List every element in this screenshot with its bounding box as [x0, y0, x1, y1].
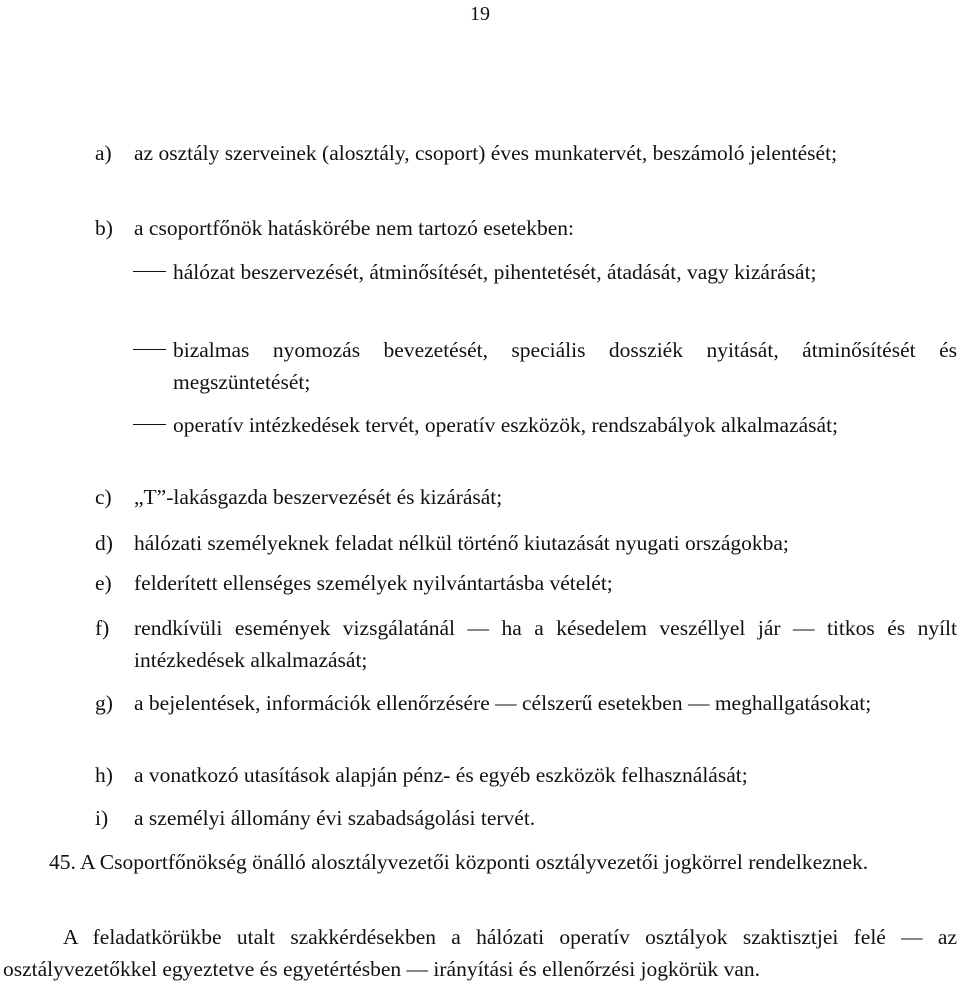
list-item-text: hálózati személyeknek feladat nélkül történő kiutazását nyugati országokba;	[134, 531, 789, 555]
list-item-e	[95, 567, 957, 599]
list-item-text: „T”-lakásgazda beszervezését és kizárását;	[134, 485, 503, 509]
list-item-f	[95, 612, 957, 676]
dash-bullet	[133, 424, 166, 425]
list-item-text: felderített ellenséges személyek nyilvántartásba vételét;	[134, 571, 613, 595]
list-item-a	[95, 137, 957, 169]
list-item-marker: d)	[95, 531, 113, 555]
list-item-b	[95, 212, 957, 244]
paragraph-45: 45. A Csoportfőnökség önálló alosztályvezetői központi osztályvezetői jogkörrel rendelkeznek.	[49, 850, 869, 874]
dash-bullet	[133, 349, 166, 350]
paragraph-supervision: A feladatkörükbe utalt szakkérdésekben a hálózati operatív osztályok szaktisztjei felé — az osztályvezetőkkel egyeztetve és egyetértésben — irányítási és ellenőrzési jogkörük van.	[3, 925, 957, 981]
dash-item-investigation	[133, 334, 957, 398]
list-item-marker: c)	[95, 485, 112, 509]
list-item-marker: f)	[95, 616, 110, 640]
list-item-marker: g)	[95, 691, 113, 715]
list-item-marker: i)	[95, 806, 109, 830]
list-item-text: a személyi állomány évi szabadságolási tervét.	[134, 806, 536, 830]
list-item-marker: b)	[95, 216, 113, 240]
list-item-h	[95, 759, 957, 791]
dash-item-operative	[133, 409, 957, 441]
list-item-marker: h)	[95, 763, 113, 787]
dash-item-network	[133, 256, 957, 288]
dash-item-text: bizalmas nyomozás bevezetését, speciális dossziék nyitását, átminősítését és megszüntetését;	[173, 338, 957, 394]
list-item-text: a csoportfőnök hatáskörébe nem tartozó esetekben:	[134, 216, 574, 240]
list-item-g	[95, 687, 957, 719]
list-item-text: az osztály szerveinek (alosztály, csoport) éves munkatervét, beszámoló jelentését;	[134, 141, 838, 165]
list-item-i	[95, 802, 957, 834]
list-item-marker: e)	[95, 571, 112, 595]
list-item-c	[95, 481, 957, 513]
dash-bullet	[133, 271, 166, 272]
page-number: 19	[470, 3, 490, 25]
list-item-text: rendkívüli események vizsgálatánál — ha a késedelem veszéllyel jár — titkos és nyílt intézkedések alkalmazását;	[134, 616, 957, 672]
dash-item-text: hálózat beszervezését, átminősítését, pihentetését, átadását, vagy kizárását;	[173, 260, 817, 284]
list-item-text: a vonatkozó utasítások alapján pénz- és egyéb eszközök felhasználását;	[134, 763, 748, 787]
list-item-d	[95, 527, 957, 559]
list-item-text: a bejelentések, információk ellenőrzésére — célszerű esetekben — meghallgatásokat;	[134, 691, 872, 715]
list-item-marker: a)	[95, 141, 112, 165]
dash-item-text: operatív intézkedések tervét, operatív eszközök, rendszabályok alkalmazását;	[173, 413, 839, 437]
